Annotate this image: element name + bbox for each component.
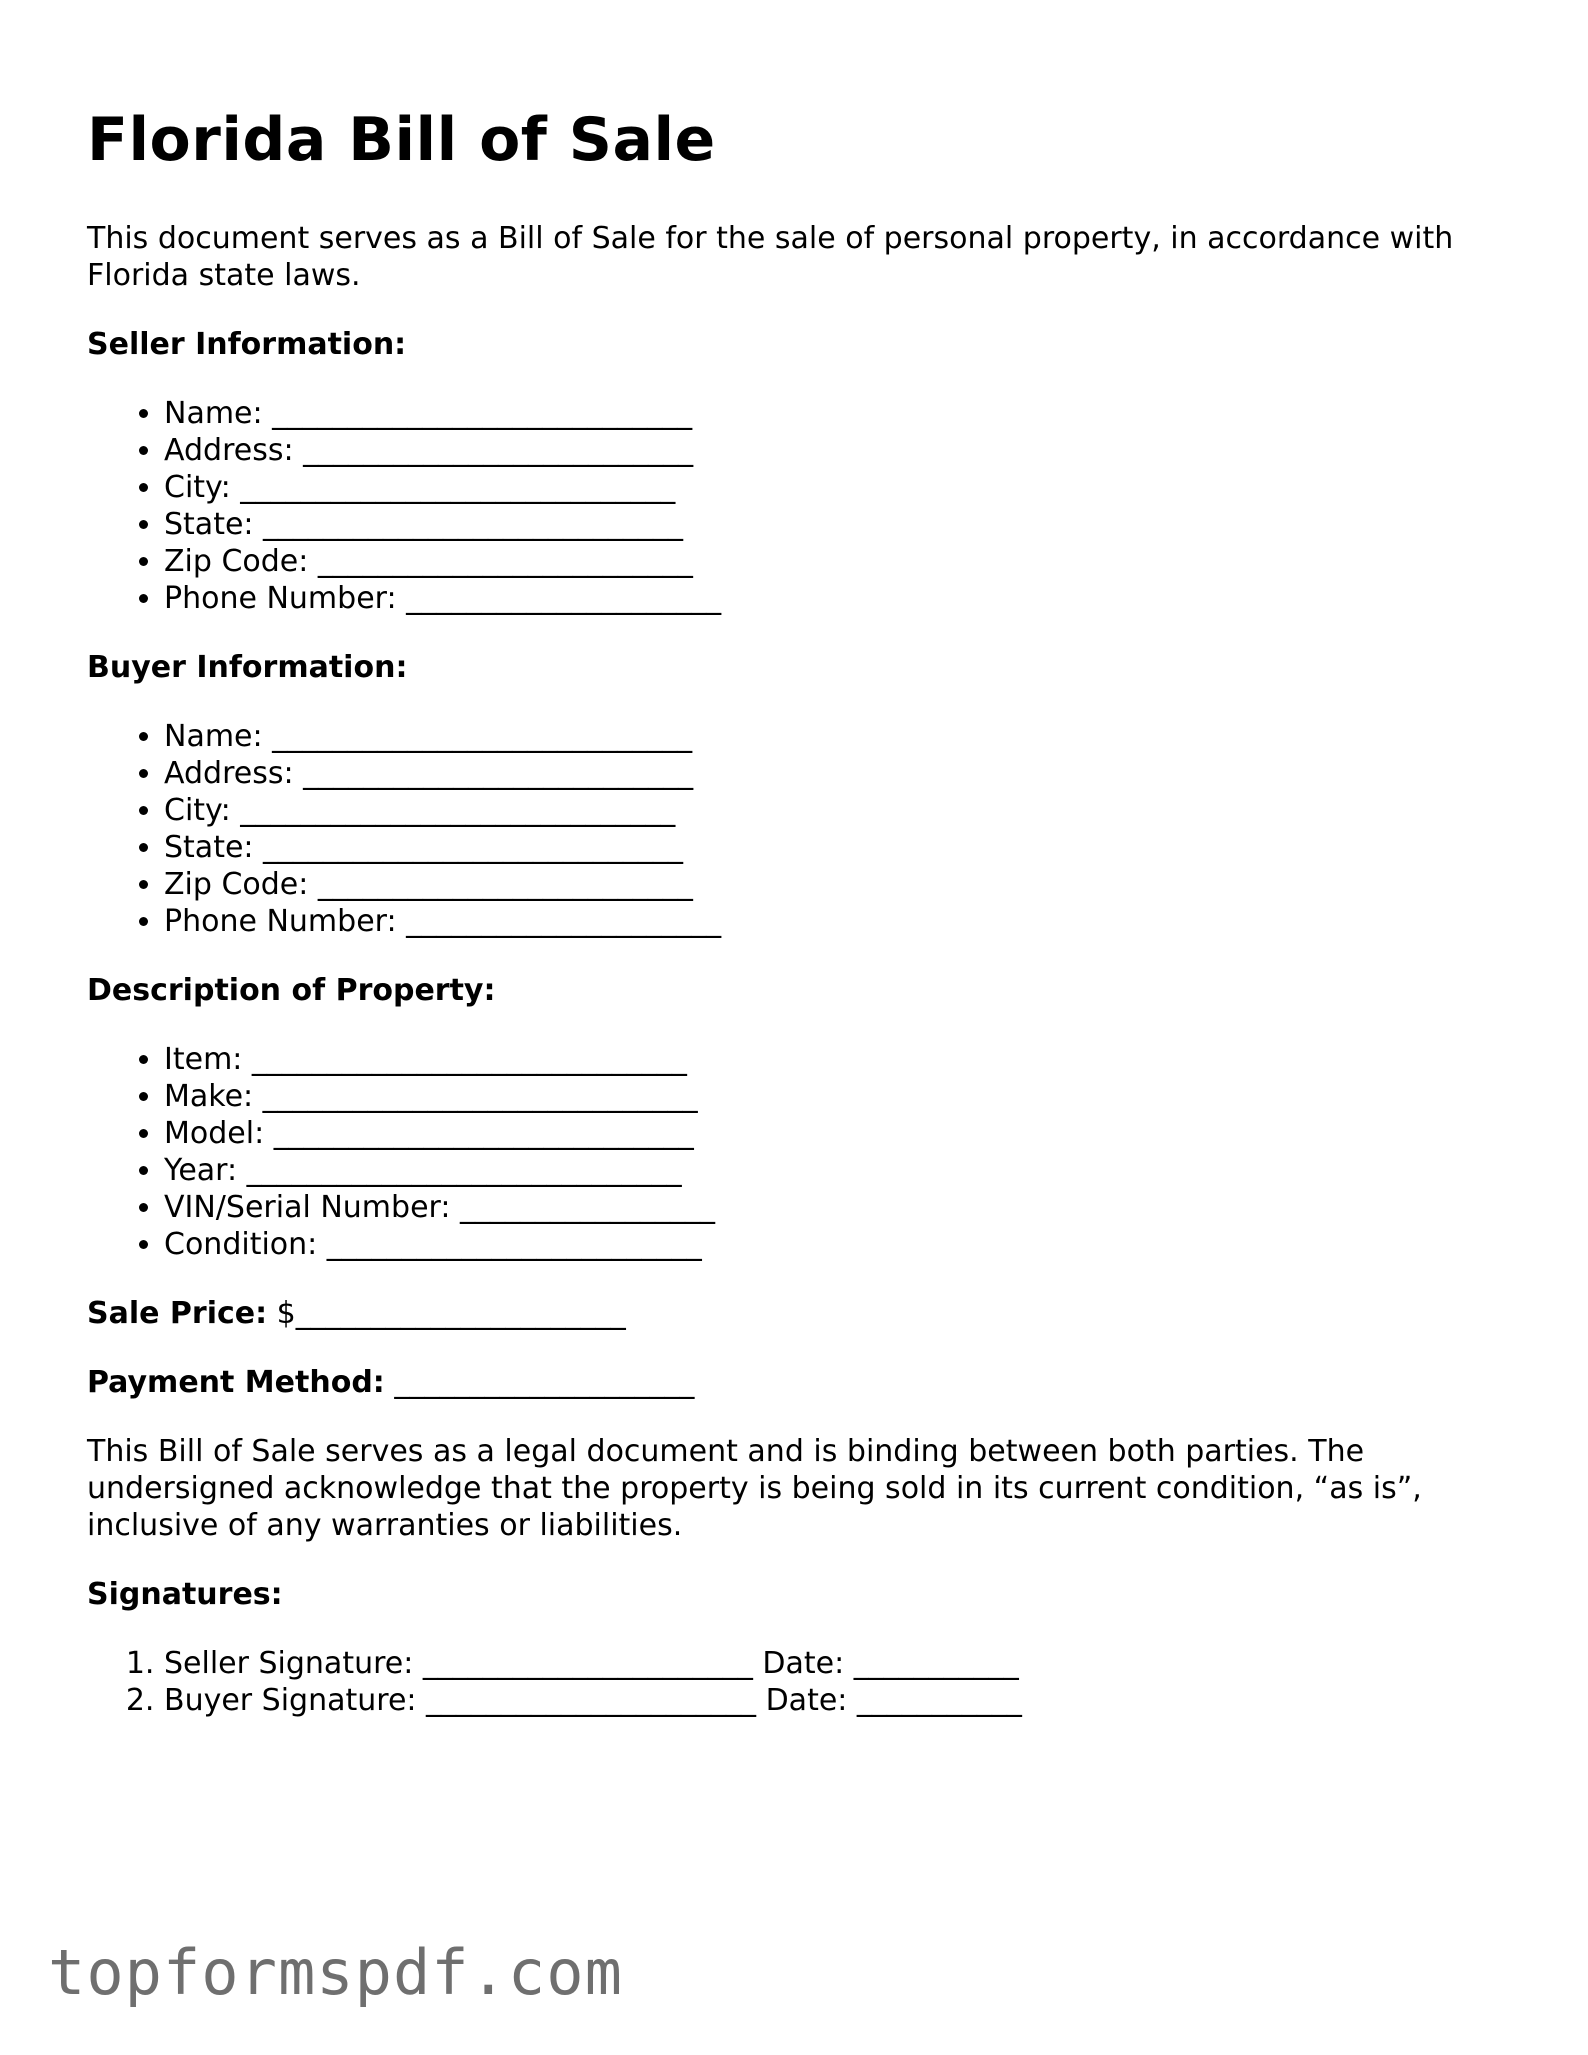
property-make-field: • Make: _____________________________ [164,1078,1487,1115]
property-vin-field: • VIN/Serial Number: _________________ [164,1189,1487,1226]
buyer-fields-list [87,718,1487,940]
seller-phone-field: • Phone Number: _____________________ [164,580,1487,617]
seller-zip-field: • Zip Code: _________________________ [164,543,1487,580]
buyer-zip-field: • Zip Code: _________________________ [164,866,1487,903]
watermark: topformspdf.com [48,1936,623,2009]
seller-state-field: • State: ____________________________ [164,506,1487,543]
seller-heading: Seller Information: [87,327,407,362]
signatures-list [87,1645,1487,1719]
seller-name-field: • Name: ____________________________ [164,395,1487,432]
property-item-field: • Item: _____________________________ [164,1041,1487,1078]
seller-fields-list [87,395,1487,617]
signatures-heading: Signatures: [87,1577,283,1612]
buyer-phone-field: • Phone Number: _____________________ [164,903,1487,940]
property-condition-field: • Condition: _________________________ [164,1226,1487,1263]
payment-method-line [87,1364,1487,1401]
document-page [87,105,1487,1751]
buyer-state-field: • State: ____________________________ [164,829,1487,866]
intro-paragraph: This document serves as a Bill of Sale for the sale of personal property, in accordance with Florida state laws. [87,221,1454,293]
property-fields-list [87,1041,1487,1263]
legal-paragraph: This Bill of Sale serves as a legal document and is binding between both parties. The undersigned acknowledge that the property is being sold in its current condition, “as is”, inclusive of any warranties or liabilities. [87,1434,1422,1543]
page-title: Florida Bill of Sale [87,105,716,175]
sale-price-label: Sale Price: [87,1296,268,1331]
buyer-address-field: • Address: __________________________ [164,755,1487,792]
seller-city-field: • City: _____________________________ [164,469,1487,506]
sale-price-line [87,1295,1487,1332]
buyer-signature-line: 2. Buyer Signature: ______________________ Date: ___________ [164,1682,1487,1719]
property-model-field: • Model: ____________________________ [164,1115,1487,1152]
buyer-heading: Buyer Information: [87,650,408,685]
property-year-field: • Year: _____________________________ [164,1152,1487,1189]
property-heading: Description of Property: [87,973,496,1008]
sale-price-value: $______________________ [276,1296,626,1331]
seller-address-field: • Address: __________________________ [164,432,1487,469]
buyer-city-field: • City: _____________________________ [164,792,1487,829]
seller-signature-line: 1. Seller Signature: ______________________ Date: ___________ [164,1645,1487,1682]
payment-method-value: ____________________ [394,1365,695,1400]
buyer-name-field: • Name: ____________________________ [164,718,1487,755]
payment-method-label: Payment Method: [87,1365,385,1400]
